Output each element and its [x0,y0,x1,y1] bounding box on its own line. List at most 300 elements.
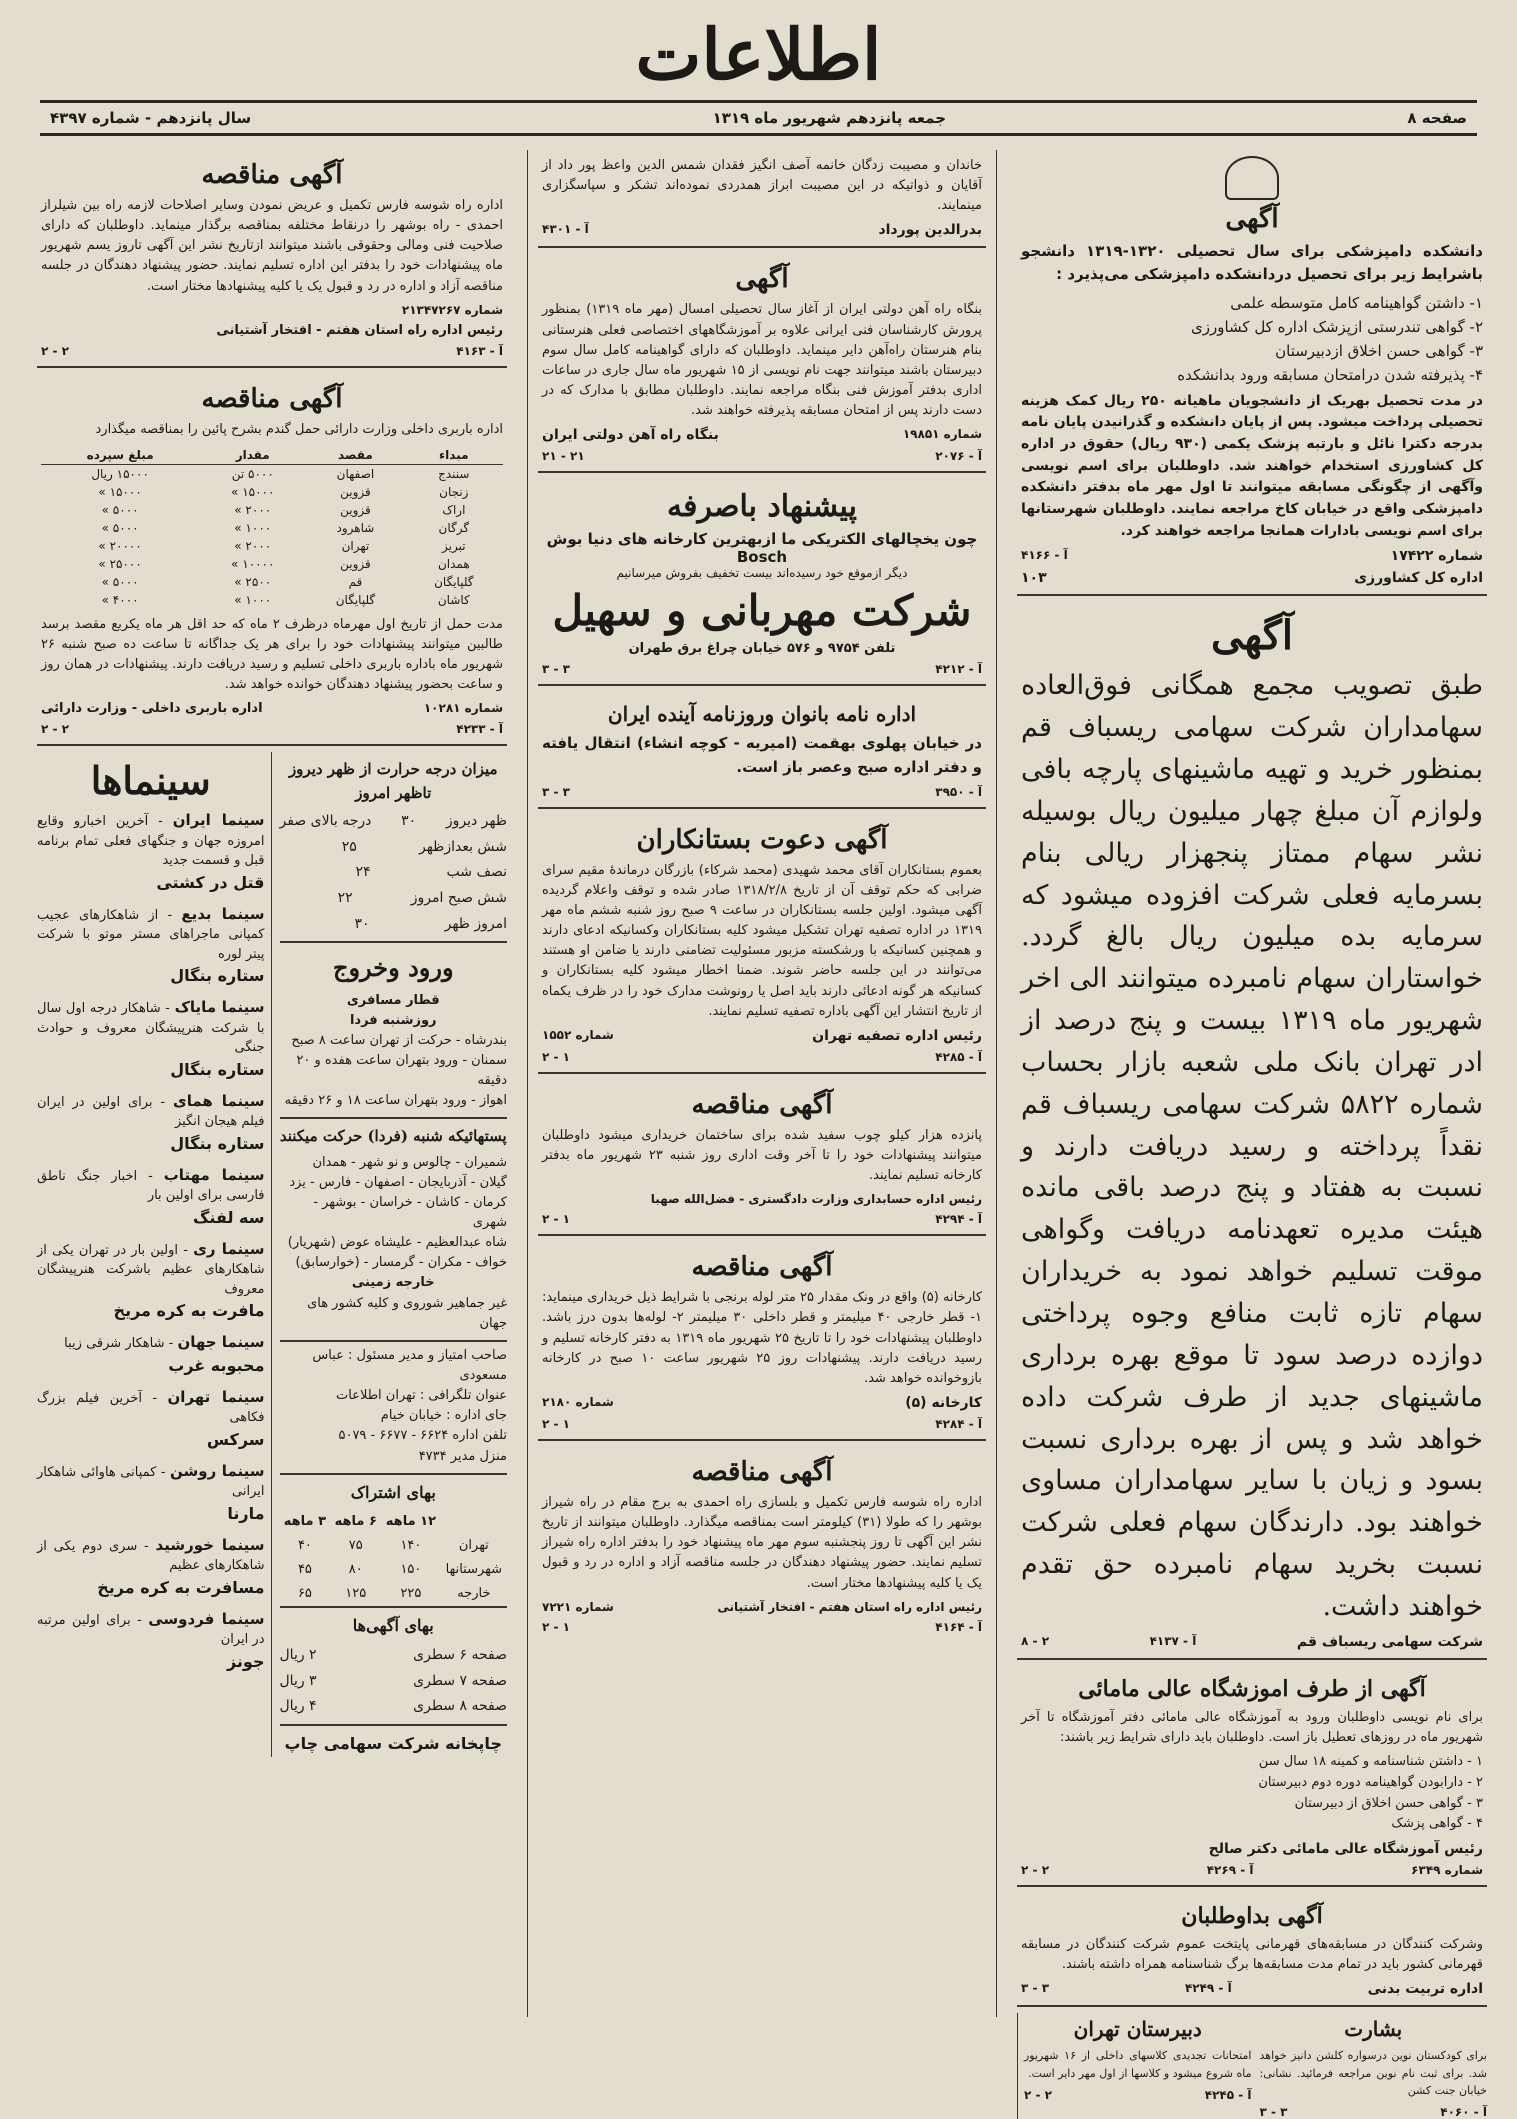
good-news-body: برای کودکستان نوین درسواره کلشن دانیز خواهد شد. برای ثبت نام نوین مراجعه فرمائید. نشانی: خیابان جنت کشن [1259,2049,1487,2097]
cinema-text: اخبار جنگ ناطق فارسی برای اولین بار [37,1168,265,1204]
condolence-body: خاندان و مصیبت زدگان خانمه آصف انگیز فقدان شمس الدین واعظ پور داد از آقایان و ذواتیکه در این مصیبت ابراز همدردی نموده‌اند تشکر و سپاسگزاری مینمایند. [542,158,982,214]
tender-road-top-refs [41,344,503,358]
list-item: ۲- گواهی تندرستی ازپزشک اداره کل کشاورزی [1190,317,1483,336]
table-cell: ۱۰۰۰ » [234,592,272,607]
info-and-cinema [37,752,507,1756]
ad-number: شماره ۱۷۴۲۲ [1390,548,1483,565]
table-cell: همدان [437,556,470,571]
ad-ref: آ - ۴۰۶۰ [1440,2104,1487,2119]
weather-row [280,809,508,835]
table-cell: تهران [341,538,370,553]
weather-row [280,860,508,886]
bottom-right-ads [1017,2013,1487,2118]
ad-number: شماره ۲۱۸۰ [542,1395,614,1410]
table-cell: قزوین [340,556,371,571]
travel-day: روزشنبه فردا [349,1012,437,1028]
ad-rate-label: صفحه ۶ سطری [413,1646,507,1663]
tender-road-top-footer [41,303,503,317]
table-cell: قزوین [340,484,371,499]
list-item: ۲ - دارابودن گواهینامه دوره دوم دبیرستان [1258,1774,1483,1790]
tender-road-bottom-footer [542,1600,982,1614]
cinema-text: شاهکار درجه اول سال با شرکت هنرپیشگان معروف و حوادث جنگی [37,1001,265,1056]
table-row [280,1534,508,1558]
weather-unit: درجه بالای صفر [279,812,372,829]
ad-signature: کارخانه (۵) [905,1395,982,1412]
ad-signature: اداره تربیت بدنی [1367,1981,1483,1998]
table-cell: ۱۲۵ [345,1585,367,1601]
table-cell: ۱۵۰۰۰ ریال [91,466,149,481]
table-cell: ۵۰۰۰ تن [231,466,274,481]
weather-label: ظهر دیروز [445,812,507,829]
table-header: ۳ ماهه [283,1513,327,1529]
ad-rate-value: ۲ ریال [279,1646,317,1663]
weather-value: ۲۴ [355,864,371,881]
ad-number: شماره ۱۰۲۸۱ [423,701,503,716]
table-header: مبداء [405,446,503,465]
candidates-ad-footer [1021,1981,1483,1997]
cinema-text: سری دوم یکی از شاهکارهای عظیم [37,1538,265,1574]
cinema-item: سینما همای - برای اولین در ایران فیلم هیجان انگیز ستاره بنگال [37,1090,265,1156]
lion-sun-emblem-icon [1225,156,1279,200]
cinema-text: برای اولین مرتبه در ایران [37,1612,265,1648]
table-cell: ۶۵ [297,1585,312,1601]
creditors-ad-footer [542,1028,982,1044]
tender-road-top-ad [37,150,507,368]
table-header: مقدار [199,446,306,465]
ad-parts: ۳ - ۳ [542,662,570,677]
table-cell: قزوین [340,502,371,517]
tender-grain-title: آگهی مناقصه [201,383,343,414]
ad-signature: رئیس اداره تصفیه تهران [812,1027,982,1044]
table-cell: قم [348,574,363,589]
cinema-name: سینما خورشید [155,1535,265,1554]
ad-rate-row [280,1669,508,1695]
ad-parts: ۲ - ۲ [1024,2087,1052,2102]
subscription-title: بهای اشتراک [350,1482,436,1502]
offer-ad-contact: تلفن ۹۷۵۴ و ۵۷۶ خیابان چراغ برق طهران [628,641,896,657]
ad-ref: آ - ۲۰۷۶ [935,449,982,464]
ad-ref: آ - ۴۲۴۵ [1204,2087,1252,2102]
travel-title: ورود وخروج [332,953,454,983]
ad-signature: بدرالدین پورداد [878,222,982,239]
ad-signature: بنگاه راه آهن دولتی ایران [542,427,719,444]
tehran-school-ad [1017,2013,1252,2118]
table-cell: اراک [442,502,466,517]
tender-pipe-ad [538,1242,986,1441]
printer-name: چاپخانه شرکت سهامی چاپ [284,1733,502,1753]
women-magazine-title: اداره نامه بانوان وروزنامه آینده ایران [607,702,917,727]
left-column [27,150,517,2017]
cinema-film: ستاره بنگال [170,966,265,986]
right-column [1007,150,1497,2119]
cinema-name: سینما بدیع [181,904,265,923]
table-row [41,501,503,519]
table-cell: ۱۵۰۰۰ » [98,484,142,499]
ad-signature: رئیس آموزشگاه عالی مامائی دکتر صالح [1208,1841,1483,1858]
tender-pipe-title: آگهی مناقصه [691,1252,833,1283]
cinema-text: آخرین اخبارو وقایع امروزه جهان و جنگهای فعلی تمام برنامه قبل و قسمت جدید [37,814,265,869]
shareholders-ad [1017,602,1487,1659]
tender-wood-body: پانزده هزار کیلو چوب سفید شده برای ساختمان خریداری میشود داوطلبان میتوانند پیشنهادات خود را تا آخر وقت اداری روز شنبه ۲۳ شهریور ماه بدفتر کارخانه تسلیم نمایند. [542,1127,982,1184]
cinema-text: کمپانی هاوائی شاهکار ایرانی [37,1464,265,1500]
candidates-ad [1017,1893,1487,2007]
candidates-ad-body: وشرکت کنندگان در مسابقه‌های قهرمانی پایتخت عموم شرکت کنندگان در مسابقه قهرمانی کشور باید در تمام مدت مسابقه‌ها برگ شناسنامه همراه داشته باشند. [1021,1937,1483,1973]
cinema-film: ستاره بنگال [170,1133,265,1153]
cinema-item: سینما ایران - آخرین اخبارو وقایع امروزه جهان و جنگهای فعلی تمام برنامه قبل و قسمت جدید قتل در کشتی [37,809,265,895]
cinema-film: ستاره بنگال [170,1059,265,1079]
publisher-line: صاحب امتیاز و مدیر مسئول : عباس مسعودی [312,1347,507,1384]
ad-parts: ۱ - ۲ [542,1212,570,1227]
ad-signature: اداره باربری داخلی - وزارت دارائی [41,701,263,717]
table-header: ۱۲ ماهه [385,1513,437,1529]
tender-grain-ad [37,374,507,747]
publisher-line: عنوان تلگرافی : تهران اطلاعات [335,1388,507,1404]
creditors-ad-title: آگهی دعوت بستانکاران [636,824,888,855]
ad-parts: ۲ - ۲ [1021,1863,1050,1878]
ad-number: شماره ۱۹۸۵۱ [902,427,982,442]
ad-parts: ۱ - ۲ [542,1049,570,1064]
list-item: ۴ - گواهی پزشک [1391,1816,1483,1832]
post-line: کرمان - کاشان - خراسان - بوشهر - شهری [313,1194,507,1231]
college-ad [1017,150,1487,596]
cinema-item: سینما تهران - آخرین فیلم بزرگ فکاهی سرکس [37,1386,265,1452]
ad-number: شماره ۲۱۳۴۷۲۶۷ [401,302,503,317]
table-cell: زنجان [439,484,469,499]
table-header: ۶ ماهه [334,1513,377,1529]
travel-subtitle: قطار مسافری [346,992,440,1008]
post-title: پستهائیکه شنبه (فردا) حرکت میکنند [279,1127,507,1146]
good-news-footer [1260,2105,1488,2119]
tehran-school-footer [1024,2088,1252,2102]
condolence-footer [542,222,982,238]
women-magazine-body: در خیابان پهلوی بهقمت (امیریه - کوچه انشاء) انتقال یافته و دفتر اداره صبح وعصر باز است. [542,734,982,776]
ad-parts: ۲ - ۲ [41,343,69,358]
cinema-item: سینما بدیع - از شاهکارهای عجیب کمپانی ماجراهای مستر موتو با شرکت پیتر لوره ستاره بنگال [37,903,265,989]
ad-signature: رئیس اداره راه استان هفتم - افتخار آشتیانی [216,322,503,338]
table-row [41,555,503,573]
cinema-item: سینما خورشید - سری دوم یکی از شاهکارهای عظیم مسافرت به کره مریخ [37,1534,265,1600]
table-cell: اصفهان [336,466,375,481]
ad-rates-title: بهای آگهی‌ها [352,1616,434,1636]
cinema-film: سرکس [206,1429,265,1449]
ad-rate-label: صفحه ۸ سطری [413,1698,507,1715]
page-number: صفحه ۸ [1407,109,1467,127]
cinema-name: سینما ایران [172,811,265,830]
table-cell: ۷۵ [348,1537,363,1553]
table-cell: تهران [458,1537,489,1553]
cinema-film: محبوبه غرب [168,1355,265,1375]
table-header-row [41,446,503,465]
tender-pipe-refs [542,1417,982,1431]
table-cell: کاشان [437,592,470,607]
tehran-school-body: امتحانات تجدیدی کلاسهای داخلی از ۱۶ شهریور ماه شروع میشود و کلاسها از اول مهر دایر است. [1024,2049,1252,2080]
tender-road-top-signature-row [41,323,503,338]
table-cell: ۲۰۰۰ » [234,502,272,517]
creditors-ad-refs [542,1050,982,1064]
offer-ad-company: شرکت مهربانی و سهیل [552,586,972,636]
railway-ad-title: آگهی [735,264,789,295]
shareholders-ad-body: طبق تصویب مجمع همگانی فوق‌العاده سهامداران شرکت سهامی ریسباف قم بمنظور خرید و تهیه ماشینهای پارچه بافی ولوازم آن مبلغ چهار میلیون ریال بوسیله نشر سهام ممتاز پنجهزار ریالی بنام بسرمایه فعلی شرکت افزوده میشود که سرمایه بده میلیون ریال بالغ گردد. خواستاران سهام نامبرده میتوانند الی اخر شهریور ماه ۱۳۱۹ بیست و پنج درصد از ادر تهران بانک ملی شعبه بازار بحساب شماره ۵۸۲۲ شرکت سهامی ریسباف قم نقداً پرداخته و رسید دریافت دارند و نسبت به هفتاد و پنج درصد باقی مانده هیئت مدیره تعهدنامه دریافت وگواهی موقت تسلیم خواهد نمود به خریداران سهام تازه ثابت منافع وجوه پرداختی دوازده درصد سود تا موقع بهره برداری ماشینهای جدید از طرف شرکت داده خواهد شد و پس از بهره برداری نسبت بسود و زیان با سایر سهامداران مساوی خواهند بود. دارندگان سهام فعلی شرکت نسبت بخرید سهام نامبرده حق تقدم خواهند داشت. [1021,670,1484,1622]
cinema-text: برای اولین در ایران فیلم هیجان انگیز [37,1094,265,1130]
middle-column [527,150,997,2017]
shareholders-ad-footer [1021,1634,1483,1650]
ad-signature: رئیس اداره حسابداری وزارت دادگستری - فضل‌الله صهبا [650,1192,982,1207]
table-cell: گلپایگان [434,574,474,589]
tender-road-top-title: آگهی مناقصه [201,160,343,190]
cinema-film: سه لفنگ [193,1207,265,1227]
candidates-ad-title: آگهی بداوطلبان [1181,1903,1323,1930]
ad-rate-label: صفحه ۷ سطری [413,1672,507,1689]
offer-ad-line2: دیگر ازموقع خود رسیده‌اند بیست تخفیف بفروش میرسانیم [616,566,908,581]
ad-signature: اداره کل کشاورزی [1354,570,1483,587]
post-foreign-line: غیر جماهیر شوروی و کلیه کشور های جهان [280,1294,508,1342]
list-item: ۱ - داشتن شناسنامه و کمینه ۱۸ سال سن [1258,1754,1483,1769]
table-row [41,537,503,555]
railway-ad-refs [542,449,982,463]
tender-road-bottom-body: اداره راه شوسه فارس تکمیل و بلسازی راه احمدی به برج مقام در راه شیراز بوشهر را که طولا (۳۱) کیلومتر است بمناقصه میگذارد. داوطلبان میتوانند از تاریخ نشر این آگهی تا روز پنجشنبه سوم مهر ماه پیشنهاد خود را بدفتر اداره راه شیراز تسلیم نمایند. حضور پیشنهاد دهندگان در جلسه مناقصه آزاد و اداره در رد و قبول یک یا کلیه پیشنهادها مختار است. [542,1495,982,1591]
ad-rate-value: ۴ ریال [279,1698,317,1715]
shareholders-ad-title: آگهی [1211,612,1293,660]
ad-ref: آ - ۴۳۰۱ [542,222,589,237]
ad-ref: آ - ۴۲۶۹ [1206,1863,1254,1878]
issue-date: جمعه پانزدهم شهریور ماه ۱۳۱۹ [712,109,947,127]
table-cell: ۴۰۰۰ » [101,592,139,607]
table-cell: ۲۰۰۰۰ » [98,538,142,553]
table-cell: ۱۰۰۰ » [234,520,272,535]
cinema-film: جونز [226,1651,265,1671]
tender-grain-body: مدت حمل از تاریخ اول مهرماه درظرف ۲ ماه که حد اقل هر ماه یکربع مقصد برسد طالبین میتوانند پیشنهادات خود را برای هر یک جداگانه تا ساعت ده صبح شنبه ۲۶ شهریور ماه باداره باربری داخلی تسلیم و رسید دریافت دارند. پیشنهادات در همان روز و ساعت بحضور پیشنهاد دهندگان خوانده خواهد شد. [41,616,503,693]
ad-ref: آ - ۴۱۶۳ [456,343,503,358]
college-ad-intro: دانشکده دامپزشکی برای سال تحصیلی ۱۳۲۰-۱۳۱۹ دانشجو باشرایط زیر برای تحصیل دردانشکده دامپزشکی می‌پذیرد : [1021,242,1483,284]
cinema-text: آخرین فیلم بزرگ فکاهی [37,1390,265,1426]
cinema-item: سینما روشن - کمپانی هاوائی شاهکار ایرانی مارنا [37,1460,265,1526]
ad-ref: آ - ۴۲۸۵ [935,1049,982,1064]
tender-wood-footer [542,1192,982,1206]
list-item: ۱- داشتن گواهینامه کامل متوسطه علمی [1230,293,1483,312]
ad-parts: ۲ - ۸ [1021,1633,1050,1648]
cinema-text: شاهکار شرقی زیبا [64,1336,165,1352]
ad-number: شماره ۱۵۵۲ [542,1027,614,1042]
ad-ref: آ - ۴۱۳۷ [1149,1633,1197,1648]
issue-number: سال پانزدهم - شماره ۴۳۹۷ [50,109,252,127]
cinema-film: مارنا [227,1503,265,1523]
cinema-text: از شاهکارهای عجیب کمپانی ماجراهای مستر موتو با شرکت پیتر لوره [37,907,265,962]
college-ad-title: آگهی [1225,204,1279,234]
table-cell: ۲۵۰۰ » [234,574,272,589]
cinema-name: سینما ری [193,1239,265,1258]
women-magazine-ad [538,692,986,809]
cinema-name: سینما تهران [167,1387,265,1406]
railway-ad [538,254,986,473]
table-header: مبلغ سپرده [41,446,199,465]
cinema-name: سینما مایاک [174,998,265,1017]
cinema-column [37,752,272,1756]
weather-value: ۲۵ [341,838,357,855]
tehran-school-title: دبیرستان تهران [1073,2017,1202,2042]
ad-parts: ۲ - ۲ [41,722,69,737]
post-line: گیلان - آذربایجان - اصفهان - فارس - یزد [289,1174,507,1190]
subscription-table [280,1510,508,1609]
table-row [41,591,503,609]
ad-rate-row [280,1694,508,1726]
offer-ad [538,479,986,686]
ad-ref: آ - ۳۹۵۰ [935,784,982,799]
ad-ref: آ - ۴۲۹۴ [935,1212,982,1227]
table-cell: شاهرود [336,520,375,535]
creditors-ad-body: بعموم بستانکاران آقای محمد شهیدی (محمد شرکاء) بازرگان درماندهٔ مقیم سرای ضرابی که حکم توقف آن از تاریخ ۱۳۱۸/۲/۸ صادر شده و توقف واعلام گردیده آگهی میشود. اولین جلسه بستانکاران در ساعت ۹ صبح روز شنبه ششم ماه مهر ۱۳۱۹ در اداره تصفیه تهران تشکیل میشود کلیه بستانکاران وکسانیکه ادعای دارند و همچنین کسانیکه با ورشکسته مزبور مسئولیت تضامنی دارند یا ضامن او هستند می‌توانند در این جلسه حاضر شوند. ضمنا اخطار میشود کلیه بستانکاران و کسانیکه هر گونه ادعائی دارند باید اصل یا رونوشت مدارک خود را در ظرف یکماه از تاریخ انتشار این آگهی باداره تصفیه تسلیم نمایند. [542,862,982,1019]
table-cell: ۵۰۰۰ » [101,520,139,535]
table-cell: ۴۵ [297,1561,312,1577]
table-row [41,464,503,483]
cinema-name: سینما روشن [170,1461,265,1480]
midwifery-ad [1017,1666,1487,1887]
table-cell: ۵۰۰۰ » [101,502,139,517]
dateline [40,100,1477,136]
tender-pipe-footer [542,1395,982,1411]
weather-label: شش بعدازظهر [419,838,507,855]
ad-parts: ۲۱ - ۲۱ [542,449,585,464]
college-ad-footer [1021,548,1483,564]
ad-ref: آ - ۴۲۴۹ [1184,1981,1232,1996]
ad-rate-row [280,1643,508,1669]
table-cell: ۲۲۵ [400,1585,422,1601]
tender-wood-refs [542,1212,982,1226]
ad-rate-value: ۳ ریال [279,1672,317,1689]
table-cell: ۱۵۰ [400,1561,422,1577]
midwifery-ad-footer [1021,1863,1483,1877]
cinema-name: سینما فردوسی [148,1609,265,1628]
ad-ref: آ - ۴۲۱۲ [935,662,982,677]
weather-label: نصف شب [446,864,507,881]
ad-ref: آ - ۴۱۶۶ [1021,548,1068,563]
table-cell: ۱۴۰ [400,1537,422,1553]
travel-line: اهواز - ورود بتهران ساعت ۱۸ و ۲۶ دقیقه [280,1091,508,1119]
weather-value: ۳۰ [401,812,417,829]
table-row [280,1582,508,1607]
travel-line: بندرشاه - حرکت از تهران ساعت ۸ صبح [291,1032,507,1048]
cinema-name: سینما همای [173,1091,265,1110]
good-news-ad [1260,2013,1488,2118]
ad-number: شماره ۶۳۴۹ [1411,1863,1483,1878]
table-cell: ۲۵۰۰۰ » [98,556,142,571]
cinema-film: مافرت به کره مریخ [113,1301,265,1321]
table-cell: ۱۰۰۰۰ » [231,556,275,571]
table-cell: تبریز [442,538,466,553]
ad-company: شرکت سهامی ریسباف قم [1296,1633,1483,1650]
tender-grain-table [41,446,503,609]
tender-grain-intro: اداره باربری داخلی وزارت دارائی حمل گندم بشرح پائین را بمناقصه میگذارد [95,421,503,437]
table-cell: سنندج [438,466,470,481]
cinema-film: مسافرت به کره مریخ [97,1577,265,1597]
cinema-item: سینما مایاک - شاهکار درجه اول سال با شرکت هنرپیشگان معروف و حوادث جنگی ستاره بنگال [37,996,265,1082]
ad-parts: ۳ - ۳ [1021,1981,1050,1996]
table-row [41,573,503,591]
midwifery-ad-title: آگهی از طرف اموزشگاه عالی مامائی [1078,1675,1426,1702]
creditors-ad [538,815,986,1074]
list-item: ۳ - گواهی حسن اخلاق از دبیرستان [1294,1795,1483,1811]
table-cell: ۲۰۰۰ » [234,538,272,553]
midwifery-ad-list [1021,1752,1483,1835]
ad-parts: ۱ - ۲ [542,1417,570,1432]
weather-label: شش صبح امروز [410,889,507,906]
ad-parts: ۳ - ۳ [542,784,570,799]
tender-grain-footer [41,701,503,716]
travel-line: سمنان - ورود بتهران ساعت هفده و ۲۰ دقیقه [296,1052,507,1089]
tender-pipe-body: کارخانه (۵) واقع در ونک مقدار ۲۵ متر لوله برنجی با شرایط ذیل خریداری مینماید: ۱- قطر خارجی ۴۰ میلیمتر و قطر داخلی ۳۰ میلیمتر ۲- لوله‌ها بدون درز باشد. داوطلبان پیشنهادات خود را تا تاریخ ۲۵ شهریور ماه ۱۳۱۹ به دفتر کارخانه تسلیم و رسید دریافت دارند. پیشنهادات روز ۲۵ شهریور ساعت ۱۰ صبح در کارخانه بازوخوانده خواهد شد. [542,1290,983,1386]
table-cell: خارجه [457,1585,491,1601]
table-cell: گلپایگان [335,592,376,607]
weather-row [280,886,508,912]
cinema-item: سینما مهتاب - اخبار جنگ ناطق فارسی برای اولین بار سه لفنگ [37,1164,265,1230]
tender-road-bottom-title: آگهی مناقصه [691,1457,833,1488]
list-item: ۴- پذیرفته شدن درامتحان مسابقه ورود بدانشکده [1177,365,1483,384]
ad-ref: آ - ۴۲۸۴ [935,1417,982,1432]
ad-code: ۱۰۳ [1021,570,1047,587]
table-header [441,1510,507,1534]
women-magazine-footer [542,785,982,799]
list-item: ۳- گواهی حسن اخلاق ازدبیرستان [1275,341,1483,360]
publisher-line: جای اداره : خیابان خیام [380,1408,507,1424]
midwifery-ad-body: برای نام نویسی داوطلبان ورود به آموزشگاه عالی مامائی دفتر آموزشگاه تا آخر شهریور ماه در روزهای تعطیل باز است. داوطلبان باید دارای شرایط زیر باشند: [1021,1709,1483,1745]
condolence-ad [538,150,986,248]
cinema-text: اولین بار در تهران یکی از شاهکارهای عظیم باشرکت هنرپیشگان معروف [37,1242,265,1297]
cinema-film: قتل در کشتی [156,872,265,892]
college-ad-body: در مدت تحصیل بهریک از دانشجویان ماهیانه ۲۵۰ ریال کمک هزینه تحصیلی پرداخت میشود. پس از پایان دانشکده و گذرانیدن پایان نامه بدرجه دکترا نائل و بارتبه پزشک یکمی (۹۳۰ ریال) حقوق در اداره کل کشاورزی استخدام خواهند شد. داوطلبان برای اسم نویسی وآگهی از چگونگی مسابقه میتوانند تا اول مهر ماه بدفتر دانشکده دامپزشکی واقع در خیابان کاخ مراجعه نمایند. داوطلبان شهرستانها برای اسم نویسی بادارات همانجا مراجعه خواهند کرد. [1021,392,1483,539]
tender-road-bottom-refs [542,1620,982,1634]
weather-value: ۳۰ [354,915,370,932]
table-cell: گرگان [438,520,470,535]
ad-ref: آ - ۴۲۳۳ [456,722,503,737]
tender-wood-title: آگهی مناقصه [691,1089,833,1120]
weather-title: میزان درجه حرارت از ظهر دیروز تاظهر امروز [288,760,498,802]
cinemas-title: سینماها [90,758,211,804]
table-cell: شهرستانها [445,1561,503,1577]
table-header-row [280,1510,508,1534]
weather-value: ۲۲ [337,889,353,906]
college-ad-signature-row [1021,570,1483,586]
cinema-item: سینما ری - اولین بار در تهران یکی از شاهکارهای عظیم باشرکت هنرپیشگان معروف مافرت به کره مریخ [37,1238,265,1324]
table-row [280,1558,508,1582]
table-header: مقصد [306,446,404,465]
table-cell: ۱۵۰۰۰ » [231,484,275,499]
table-row [41,519,503,537]
table-cell: ۵۰۰۰ » [101,574,139,589]
ad-number: شماره ۷۲۲۱ [542,1599,614,1614]
cinema-name: سینما مهتاب [163,1165,265,1184]
post-line: شمیران - چالوس و نو شهر - همدان [312,1154,507,1170]
weather-row [280,835,508,861]
railway-ad-body: بنگاه راه آهن دولتی ایران از آغاز سال تحصیلی امسال (مهر ماه ۱۳۱۹) بمنظور پرورش کارشناسان فنی ایرانی علاوه بر آموزشگاههای اختصاصی فعلی هنرستانی بنام هنرستان راه‌آهن دایر مینماید. داوطلبان که دارای گواهینامه کامل سال سوم دبیرستان باشند میتوانند جهت نام نویسی از ۱۵ شهریور ماه سال جاری در ساعات اداری بدفتر آموزش فنی بنگاه مراجعه نمایند. داوطلبان مطابق با مدارک که در دست دارند پس از امتحان مسابقه پذیرفته خواهند شد. [542,302,982,419]
offer-ad-line1: چون یخچالهای الکتریکی ما ازبهترین کارخانه های دنیا بوش Bosch [546,530,978,567]
tender-grain-refs [41,722,503,736]
college-ad-list [1021,291,1483,387]
table-cell: ۴۰ [297,1537,312,1553]
offer-ad-title: پیشنهاد باصرفه [667,489,857,525]
cinema-item: سینما جهان - شاهکار شرقی زیبا محبوبه غرب [37,1331,265,1378]
publisher-box [280,1342,508,1475]
ad-parts: ۳ - ۳ [1259,2104,1288,2119]
tender-road-bottom-ad [538,1447,986,1642]
offer-ad-footer [542,662,982,676]
weather-row [280,912,508,944]
post-line: خواف - مکران - گرمسار - (خوارسابق) [295,1255,507,1271]
masthead-title: اطلاعات [635,13,882,96]
tender-wood-ad [538,1080,986,1236]
ad-parts: ۱ - ۲ [542,1619,570,1634]
tender-road-top-body: اداره راه شوسه فارس تکمیل و عریض نمودن وسایر اصلاحات لازمه راه بین شیلراز احمدی - راه بوشهر را درنقاط مختلفه بمناقصه برگذار مینماید. داوطلبان که دارای صلاحیت فنی ومالی وحقوقی باشند میتوانند ازتاریخ نشر این آگهی تاروز یسم شهریور ماه پیشنهادات خود را بدفتر این اداره تسلیم نمایند. حضور پیشنهاد دهندگان در جلسه مناقصه آزاد و اداره در رد و قبول یک یا کلیه پیشنهادها مختار است. [41,198,503,294]
table-row [41,483,503,501]
info-column [280,752,508,1756]
